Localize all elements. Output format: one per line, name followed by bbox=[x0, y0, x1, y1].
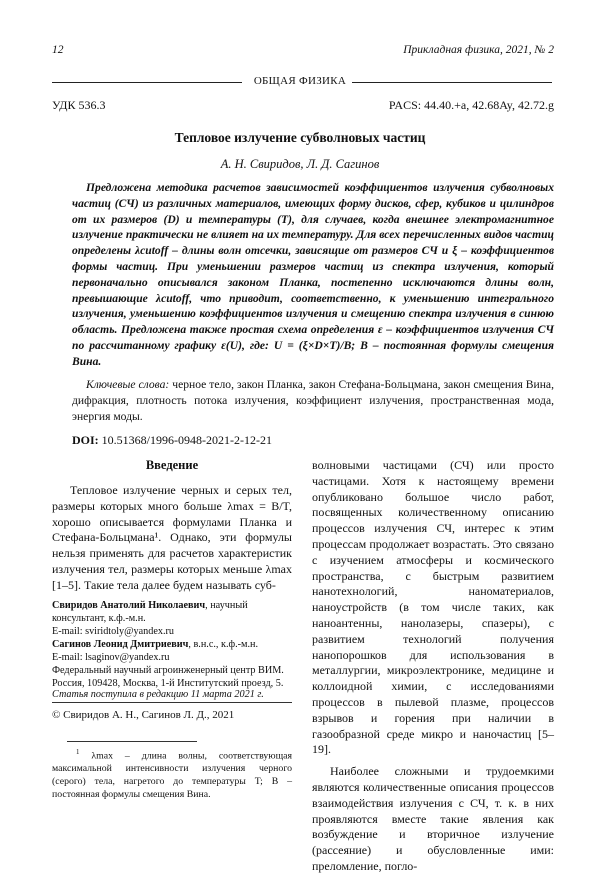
received-date: Статья поступила в редакцию 11 марта 2021 г. bbox=[52, 689, 264, 700]
footnote-rule bbox=[67, 741, 197, 742]
intro-paragraph-left: Тепловое излучение черных и серых тел, размеры которых много больше λmax = B/T, хорошо описывается формулами Планка и Стефана-Больцмана¹. Однако, эти формулы нельзя применять для расчетов характеристик излучения тел, размеры которых меньше λmax [1–5]. Такие тела далее будем называть суб- bbox=[52, 483, 292, 592]
author2-email: E-mail: lsaginov@yandex.ru bbox=[52, 652, 170, 663]
footnote-text: λmax – длина волны, соответствующая максимальной интенсивности излучения черного (серого) тела, нагретого до температуры T; B – постоянная формулы смещения Вина. bbox=[52, 750, 292, 801]
author1-email: E-mail: sviridtoly@yandex.ru bbox=[52, 626, 174, 637]
article-title: Тепловое излучение субволновых частиц bbox=[174, 130, 426, 145]
abstract: Предложена методика расчетов зависимостей коэффициентов излучения субволновых частиц (СЧ) из различных материалов, имеющих форму дисков, сфер, кубиков и цилиндров от их размеров (D) и температуры (T), для случаев, когда внешнее электромагнитное излучение практически не влияет на их температуру. Для всех перечисленных видов частиц определены λcutoff – длины волн отсечки, зависящие от размеров СЧ и ξ – коэффициентов формы частиц. При уменьшении размеров частиц из спектра излучения, который первоначально описывался законом Планка, постепенно исключаются длины волн, превышающие λcutoff, что приводит, соответственно, к уменьшению интегрального излучения, уменьшению коэффициентов излучения и смещению спектра излучения в синюю область. Предложена также простая схема определения ε – коэффициентов излучения СЧ по рассчитанному графику ε(U), где: U = (ξ×D×T)/B; B – постоянная формулы смещения Вина. bbox=[72, 181, 554, 368]
doi-line bbox=[72, 433, 272, 448]
keywords-label: Ключевые слова: bbox=[86, 378, 170, 391]
author-info bbox=[52, 599, 292, 690]
author1-role: , научный консультант, к.ф.-м.н. bbox=[52, 600, 248, 624]
doi-value: 10.51368/1996-0948-2021-2-12-21 bbox=[101, 433, 272, 447]
page-number: 12 bbox=[52, 44, 64, 56]
copyright: © Свиридов А. Н., Сагинов Л. Д., 2021 bbox=[52, 709, 235, 721]
section-rule-right bbox=[352, 82, 552, 83]
intro-heading: Введение bbox=[145, 458, 199, 472]
author2-name: Сагинов Леонид Дмитриевич bbox=[52, 639, 189, 650]
article-authors: А. Н. Свиридов, Л. Д. Сагинов bbox=[220, 157, 380, 171]
author1-name: Свиридов Анатолий Николаевич bbox=[52, 600, 206, 611]
author2-role: , в.н.с., к.ф.-м.н. bbox=[188, 639, 259, 650]
udc-code: УДК 536.3 bbox=[52, 98, 106, 112]
organization: Федеральный научный агроинженерный центр ВИМ. bbox=[52, 665, 284, 676]
keywords-text: черное тело, закон Планка, закон Стефана-Больцмана, закон смещения Вина, дифракция, плотность потока излучения, коэффициент излучения, пространственная мода, энергия моды. bbox=[72, 378, 554, 423]
pacs-codes: PACS: 44.40.+a, 42.68Ay, 42.72.g bbox=[388, 98, 554, 112]
right-column bbox=[312, 458, 554, 875]
doi-label: DOI: bbox=[72, 433, 99, 447]
address: Россия, 109428, Москва, 1-й Институтский проезд, 5. bbox=[52, 678, 284, 689]
footnote-mark: 1 bbox=[76, 749, 80, 756]
divider bbox=[52, 702, 292, 703]
footnote bbox=[52, 746, 292, 801]
left-column bbox=[52, 458, 292, 594]
journal-running-title: Прикладная физика, 2021, № 2 bbox=[403, 44, 554, 56]
section-heading: ОБЩАЯ ФИЗИКА bbox=[253, 75, 347, 87]
keywords bbox=[72, 377, 554, 424]
intro-paragraph-right-2: Наиболее сложными и трудоемкими являются количественные описания процессов взаимодействия излучения с СЧ, т. к. в них проявляются вместе такие явления как возбуждение и вторичное излучение (рассеяние) и обусловленные ими: преломление, погло- bbox=[312, 764, 554, 873]
intro-paragraph-right-1: волновыми частицами (СЧ) или просто частицами. Хотя к настоящему времени опубликовано большое число работ, посвященных количественному описанию процессов излучения СЧ, интерес к этим процессам продолжает возрастать. Это связано с изучением атмосферы и космического пространства, с быстрым развитием нанотехнологий, наноматериалов, наноустройств (в том числе таких, как наноантенны, нанолазеры, спазеры), с развитием технологий получения нанопорошков для использования в металлургии, микроэлектронике, медицине и коллоидной химии, с исследованиями процессов в пылевой плазме, процессов взрывов и горения при наличии в газообразной среде микро и наночастиц [5–19]. bbox=[312, 458, 554, 757]
